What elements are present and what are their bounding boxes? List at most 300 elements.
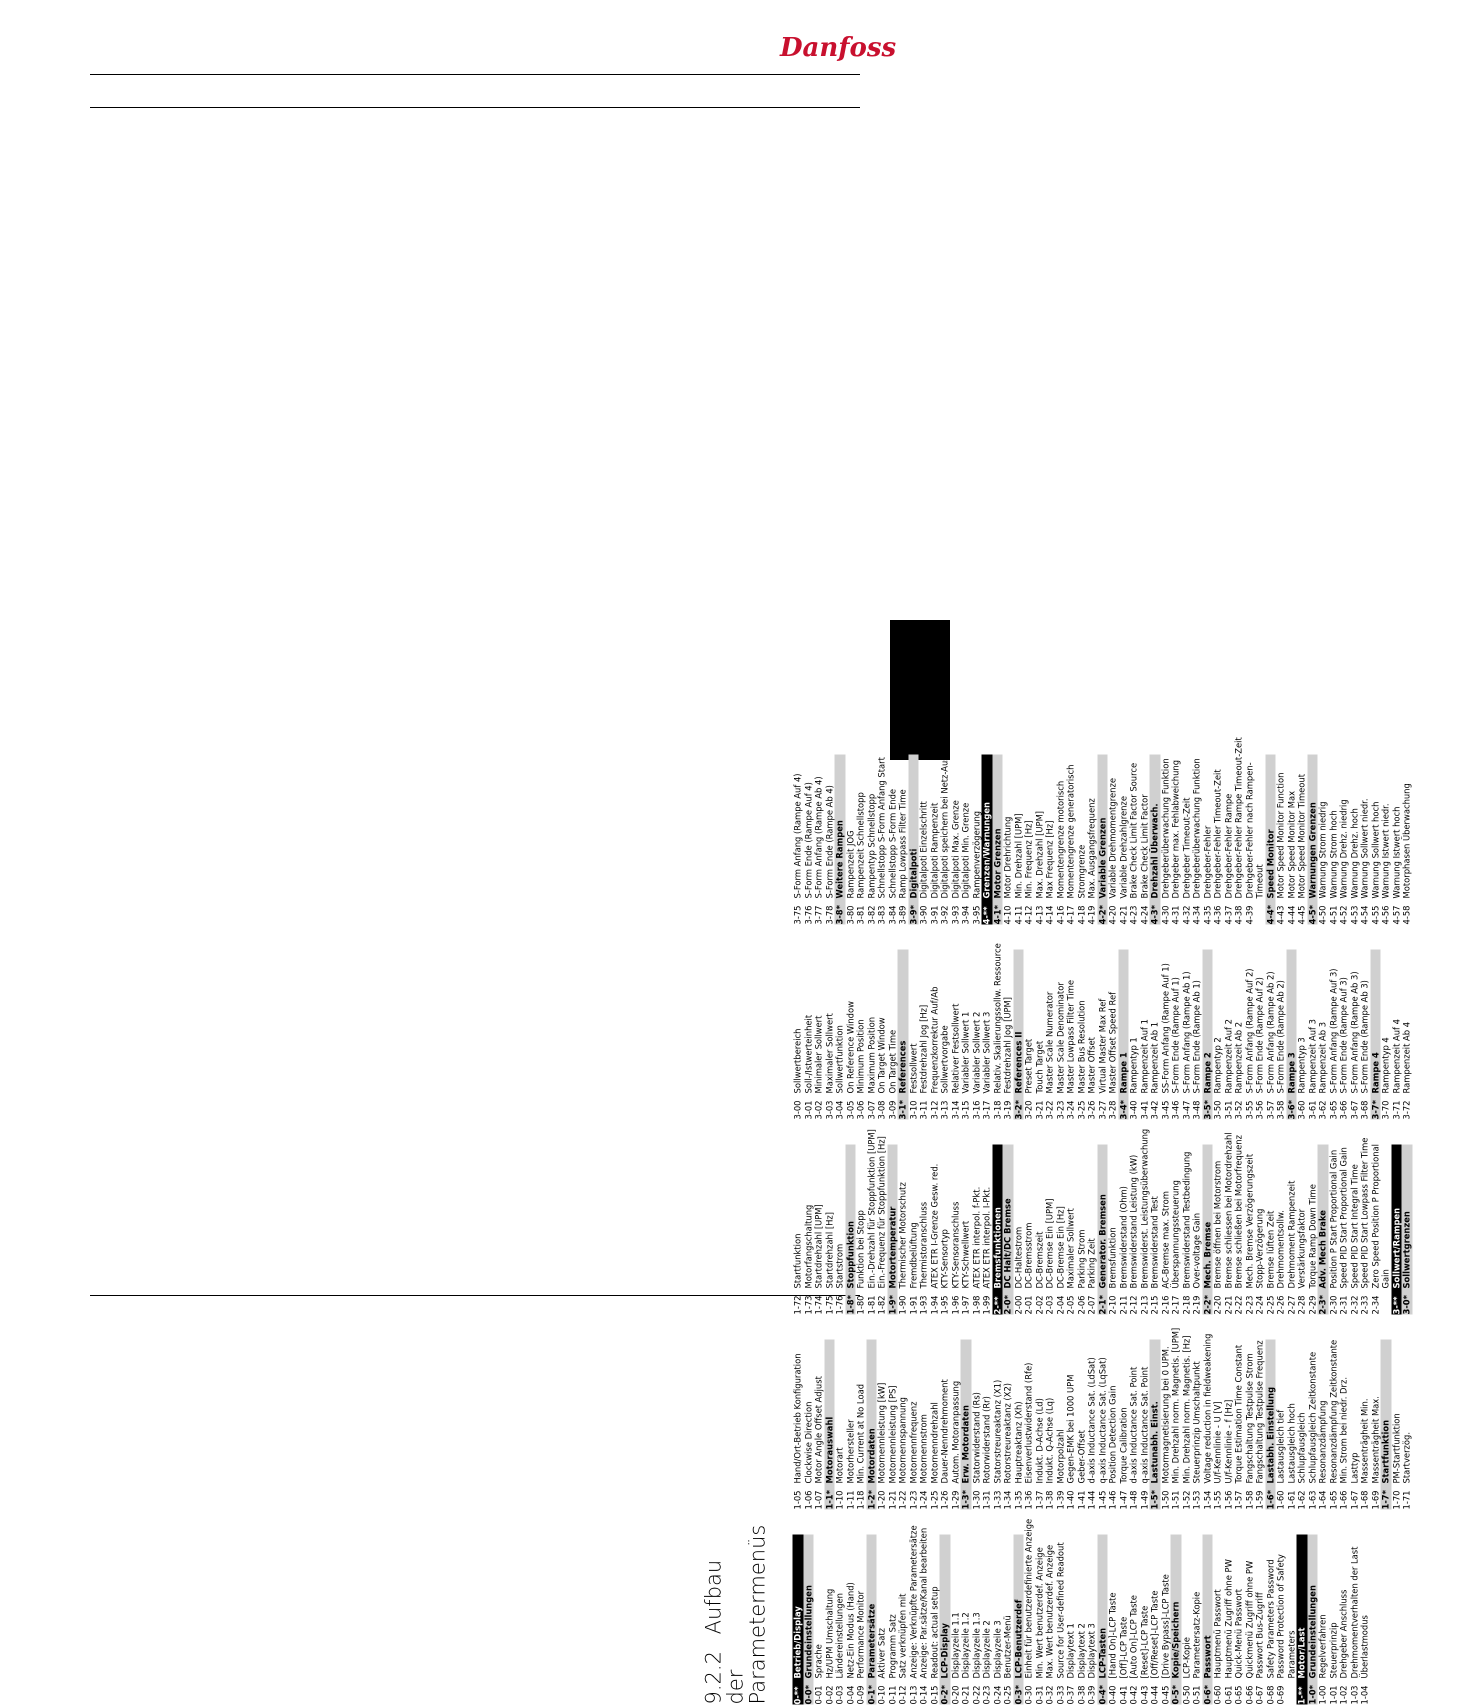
parameter-code: 3-77 — [813, 905, 824, 925]
parameter-code: 1-46 — [1107, 1490, 1118, 1510]
parameter-label: PM-Startfunktion — [1391, 1413, 1401, 1484]
parameter-label: Indukt. Q-Achse (Lq) — [1044, 1397, 1055, 1484]
parameter-label: S-Form Anfang (Rampe Ab 1) — [1181, 971, 1191, 1094]
parameter-code: 1-63 — [1307, 1490, 1317, 1510]
parameter-label: Password Protection of Safety — [1275, 1554, 1286, 1679]
parameter-label: S-Form Ende (Rampe Ab 1) — [1191, 980, 1202, 1094]
parameter-code: 1-05 — [792, 1490, 803, 1510]
parameter-code: 1-35 — [1013, 1490, 1023, 1510]
parameter-label: Position P Start Proportional Gain — [1328, 1149, 1338, 1289]
parameter-code: 0-0* — [803, 1684, 813, 1705]
parameter-row — [1150, 1145, 1161, 1315]
parameter-row — [1202, 1333, 1213, 1510]
parameter-label: Rampenzeit Auf 2 — [1223, 1019, 1233, 1094]
parameter-label: S-Form Anfang (Rampe Ab 4) — [813, 776, 824, 899]
parameter-code: 3-84 — [887, 905, 897, 925]
parameter-code: 1-65 — [1328, 1490, 1338, 1510]
parameter-row — [887, 755, 898, 925]
parameter-group-row — [1013, 950, 1024, 1120]
parameter-row — [919, 1145, 930, 1315]
parameter-row — [835, 1340, 846, 1510]
parameter-code: 4-19 — [1086, 905, 1097, 925]
parameter-row — [803, 950, 814, 1120]
parameter-code: 1-07 — [813, 1490, 824, 1510]
parameter-row — [803, 1145, 814, 1315]
parameter-row — [1045, 1535, 1056, 1705]
parameter-group-row — [1097, 1535, 1108, 1705]
parameter-label: References — [897, 1040, 908, 1094]
parameter-code: 3-28 — [1107, 1100, 1118, 1120]
parameter-row — [1181, 755, 1192, 925]
parameter-row — [1024, 1145, 1035, 1315]
parameter-label: Autom. Motoranpassung — [950, 1380, 960, 1484]
parameter-row — [1233, 1135, 1245, 1315]
parameter-label: Rampe 4 — [1370, 1052, 1380, 1094]
parameter-label: Warnung Strom hoch — [1328, 810, 1338, 899]
parameter-label: Torque Ramp Down Time — [1307, 1184, 1317, 1289]
parameter-label: Aktiver Satz — [876, 1627, 887, 1679]
parameter-code: 2-20 — [1212, 1295, 1223, 1315]
parameter-code: 2-01 — [1023, 1295, 1034, 1315]
parameter-label: Max. Drehzahl [UPM] — [1034, 810, 1044, 899]
parameter-label: Digitalpoti Min. Grenze — [960, 802, 971, 899]
parameter-code: 1-74 — [813, 1295, 824, 1315]
parameter-label: Min. Drehzahl norm. Magnetis. [Hz] — [1181, 1335, 1191, 1484]
parameter-row — [950, 1340, 961, 1510]
parameter-label: Minimaler Sollwert — [813, 1015, 824, 1094]
parameter-code: 0-41 — [1118, 1685, 1128, 1705]
parameter-label: Motor Speed Monitor Function — [1275, 772, 1286, 899]
parameter-label: Rampentyp 2 — [1212, 1037, 1223, 1094]
parameter-row — [1381, 755, 1392, 925]
parameter-label: [Reset]-LCP Taste — [1139, 1605, 1149, 1679]
parameter-code: 1-36 — [1023, 1490, 1034, 1510]
parameter-row — [961, 950, 972, 1120]
parameter-row — [1108, 1340, 1119, 1510]
parameter-row — [1034, 755, 1045, 925]
parameter-label: Drehgeber-Fehler Rampe Timeout-Zeit — [1233, 737, 1244, 899]
parameter-code: 3-80 — [845, 905, 855, 925]
parameter-code: 3-89 — [897, 905, 908, 925]
parameter-row — [1076, 755, 1087, 925]
parameter-row — [1045, 1340, 1056, 1510]
parameter-code: 1-31 — [981, 1490, 992, 1510]
parameter-label: SS-Form Anfang (Rampe Auf 1) — [1160, 963, 1170, 1094]
parameter-group-row — [1150, 1340, 1161, 1510]
parameter-code: 0-03 — [834, 1685, 845, 1705]
parameter-row — [908, 950, 919, 1120]
parameter-code: 1-41 — [1076, 1490, 1086, 1510]
parameter-label: Bremse lüften Zeit — [1265, 1210, 1275, 1289]
parameter-code: 0-3* — [1013, 1684, 1023, 1705]
parameter-code: 2-11 — [1118, 1295, 1128, 1315]
parameter-label: DC Halt/DC Bremse — [1002, 1198, 1013, 1289]
parameter-label: Satz verknüpfen mit — [897, 1593, 908, 1679]
parameter-row — [1045, 755, 1056, 925]
parameter-code: 0-38 — [1076, 1685, 1086, 1705]
parameter-menu-table — [703, 510, 1461, 1705]
parameter-row — [1370, 1340, 1381, 1510]
parameter-row — [1171, 755, 1182, 925]
parameter-row — [1328, 1145, 1339, 1315]
parameter-row — [1265, 1535, 1276, 1705]
parameter-code: 3-61 — [1307, 1100, 1317, 1120]
parameter-row — [1328, 1535, 1339, 1705]
parameter-code: 3-01 — [803, 1100, 813, 1120]
parameter-label: Drehgeber max. Fehlabweichung — [1170, 759, 1181, 899]
parameter-label: Motor Angle Offset Adjust — [813, 1376, 824, 1484]
parameter-label: Digitalpoti Rampenzeit — [929, 802, 939, 899]
parameter-code: 2-33 — [1359, 1295, 1370, 1315]
parameter-code: 1-6* — [1265, 1489, 1275, 1510]
parameter-code: 3-51 — [1223, 1100, 1233, 1120]
parameter-row — [950, 950, 961, 1120]
parameter-row — [793, 755, 804, 925]
parameter-code: 3-76 — [803, 905, 813, 925]
parameter-label: Adv. Mech Brake — [1317, 1210, 1328, 1289]
parameter-row — [1013, 1145, 1024, 1315]
parameter-label: S-Form Ende (Rampe Auf 4) — [803, 782, 813, 899]
parameter-label: Max Frequenz [Hz] — [1044, 820, 1055, 899]
parameter-label: Min. Frequenz [Hz] — [1023, 820, 1034, 899]
parameter-label: Hz/UPM Umschaltung — [824, 1588, 834, 1679]
parameter-label: [Auto On]-LCP Taste — [1128, 1595, 1139, 1679]
parameter-code: 3-71 — [1391, 1100, 1401, 1120]
parameter-code: 1-22 — [897, 1490, 908, 1510]
parameter-code: 1-10 — [834, 1490, 845, 1510]
parameter-label: Resonanzdämpfung — [1317, 1400, 1328, 1484]
parameter-row — [1349, 755, 1360, 925]
parameter-code: 1-61 — [1286, 1490, 1296, 1510]
parameter-code: 0-51 — [1191, 1685, 1202, 1705]
parameter-code: 0-22 — [971, 1685, 981, 1705]
parameter-row — [992, 1340, 1003, 1510]
parameter-code: 1-1* — [824, 1489, 834, 1510]
parameter-code: 4-45 — [1296, 905, 1307, 925]
parameter-code: 1-34 — [1002, 1490, 1013, 1510]
parameter-label: Programm Satz — [887, 1614, 897, 1679]
parameter-code: 3-46 — [1170, 1100, 1181, 1120]
parameter-code: 1-20 — [876, 1490, 887, 1510]
parameter-label: Torque Calibration — [1118, 1407, 1128, 1484]
parameter-group-row — [1202, 1535, 1213, 1705]
parameter-code: 4-57 — [1391, 905, 1401, 925]
parameter-code: 1-60 — [1275, 1490, 1286, 1510]
parameter-label: Massenträgheit Min. — [1359, 1398, 1370, 1484]
parameter-row — [1139, 950, 1150, 1120]
parameter-row — [898, 1340, 909, 1510]
parameter-label: S-Form Ende (Rampe Ab 3) — [1359, 980, 1370, 1094]
parameter-row — [950, 1535, 961, 1705]
parameter-row — [1024, 950, 1035, 1120]
parameter-label: Motornennstrom — [918, 1414, 929, 1484]
parameter-row — [1286, 755, 1297, 925]
menu-group-row — [1391, 1145, 1402, 1315]
parameter-code: 1-** — [1296, 1686, 1307, 1705]
parameter-label: Preset Target — [1023, 1038, 1034, 1094]
parameter-row — [1181, 1335, 1192, 1510]
parameter-row — [1370, 755, 1381, 925]
parameter-code: 3-48 — [1191, 1100, 1202, 1120]
parameter-group-row — [1402, 1145, 1413, 1315]
parameter-label: Stoppfunktion — [845, 1220, 855, 1289]
parameter-label: Sollwertfunktion — [834, 1025, 845, 1094]
parameter-label: Drehgeber-Fehler — [1202, 825, 1212, 899]
parameter-label: AC-Bremse max. Strom — [1160, 1191, 1170, 1289]
parameter-label: Displayzeile 1.3 — [971, 1612, 981, 1679]
parameter-row — [1339, 755, 1350, 925]
parameter-code: 3-19 — [1002, 1100, 1013, 1120]
parameter-label: Sollwertvorgabe — [939, 1025, 950, 1094]
parameter-row — [929, 1340, 940, 1510]
parameter-row — [1118, 1145, 1129, 1315]
parameter-label: Speed PID Start Lowpass Filter Time — [1359, 1137, 1370, 1289]
parameter-code: 1-37 — [1034, 1490, 1044, 1510]
parameter-code: 3-66 — [1338, 1100, 1349, 1120]
parameter-row — [1402, 950, 1413, 1120]
parameter-row — [1192, 1535, 1203, 1705]
parameter-code: 1-91 — [908, 1295, 918, 1315]
parameter-label: Bremse öffnen bei Motorstrom — [1212, 1160, 1223, 1289]
parameter-code: 4-12 — [1023, 905, 1034, 925]
parameter-label: Digitalpoti — [908, 848, 918, 899]
parameter-row — [1360, 950, 1371, 1120]
parameter-code: 4-44 — [1286, 905, 1296, 925]
parameter-label: Quickmenü Zugriff ohne PW — [1244, 1560, 1254, 1679]
parameter-code: 1-3* — [960, 1489, 971, 1510]
parameter-code: 0-30 — [1023, 1685, 1034, 1705]
parameter-label: Over-voltage Gain — [1191, 1212, 1202, 1289]
parameter-code: 1-29 — [950, 1490, 960, 1510]
parameter-code: 0-67 — [1254, 1685, 1265, 1705]
parameter-code: 0-66 — [1244, 1685, 1254, 1705]
parameter-label: DC-Bremsstrom — [1023, 1222, 1034, 1289]
parameter-label: ATEX ETR interpol. I-Pkt. — [981, 1186, 992, 1289]
parameter-label: On Reference Window — [845, 1001, 855, 1094]
parameter-row — [845, 1340, 856, 1510]
parameter-label: Kopie/Speichern — [1170, 1601, 1181, 1679]
parameter-group-row — [1318, 1145, 1329, 1315]
parameter-row — [1276, 1145, 1287, 1315]
parameter-label: ATEX ETR interpol. f-Pkt. — [971, 1186, 981, 1289]
parameter-code: 3-58 — [1275, 1100, 1286, 1120]
parameter-label: Digitalpoti Max. Grenze — [950, 800, 960, 899]
parameter-column-3 — [792, 1128, 1413, 1315]
parameter-row — [835, 950, 846, 1120]
parameter-label: Parking Strom — [1076, 1229, 1086, 1289]
parameter-code: 1-56 — [1223, 1490, 1233, 1510]
parameter-row — [1276, 1340, 1287, 1510]
parameter-code: 4-31 — [1170, 905, 1181, 925]
parameter-row — [1339, 1340, 1350, 1510]
parameter-label: Brake Check Limit Factor — [1139, 794, 1149, 899]
parameter-row — [1223, 755, 1234, 925]
parameter-group-row — [1097, 1145, 1108, 1315]
parameter-label: Rampentyp 3 — [1296, 1037, 1307, 1094]
parameter-row — [1234, 1535, 1245, 1705]
parameter-label: Netz-Ein Modus (Hand) — [845, 1582, 855, 1679]
parameter-code: 1-45 — [1097, 1490, 1107, 1510]
parameter-label: On Target Time — [887, 1029, 897, 1094]
parameter-row — [1391, 1340, 1402, 1510]
parameter-label: Startdrehzahl [UPM] — [813, 1204, 824, 1289]
parameter-code: 4-4* — [1265, 904, 1275, 925]
parameter-row — [814, 755, 825, 925]
parameter-row — [866, 1129, 877, 1315]
parameter-label: LCP-Kopie — [1181, 1637, 1191, 1679]
parameter-label: Rampe 1 — [1118, 1052, 1128, 1094]
parameter-code: 0-65 — [1233, 1685, 1244, 1705]
parameter-row — [1013, 1340, 1024, 1510]
parameter-code: 0-25 — [1002, 1685, 1013, 1705]
parameter-code: 1-5* — [1149, 1489, 1160, 1510]
parameter-code: 2-22 — [1233, 1295, 1244, 1315]
parameter-label: Drehzahl Überwach. — [1149, 803, 1160, 899]
parameter-label: Thermistoranschluss — [918, 1201, 929, 1289]
parameter-row — [940, 755, 951, 925]
parameter-code: 3-6* — [1286, 1099, 1296, 1120]
parameter-label: Benutzer-Menü — [1002, 1615, 1013, 1679]
parameter-label: Lasttyp — [1349, 1452, 1359, 1484]
parameter-code: 1-52 — [1181, 1490, 1191, 1510]
parameter-row — [814, 1340, 825, 1510]
parameter-row — [1129, 1340, 1140, 1510]
parameter-label: Drehgeber-Fehler Rampe — [1223, 793, 1233, 899]
parameter-code: 1-98 — [971, 1295, 981, 1315]
parameter-code: 3-93 — [950, 905, 960, 925]
parameter-label: Grundeinstellungen — [1307, 1585, 1317, 1679]
parameter-row — [803, 755, 814, 925]
header-rule — [90, 74, 860, 75]
parameter-label: Variabler Sollwert 2 — [971, 1011, 981, 1094]
parameter-label: Master Lowpass Filter Time — [1065, 980, 1076, 1094]
parameter-code: 1-80 — [855, 1295, 866, 1315]
parameter-label: Schnellstopp S-Form Anfang Start — [876, 757, 887, 899]
parameter-code: 4-10 — [1002, 905, 1013, 925]
parameter-label: Displayzeile 3 — [992, 1620, 1002, 1679]
parameter-code: 0-2* — [939, 1684, 950, 1705]
parameter-code: 3-11 — [918, 1100, 929, 1120]
parameter-code: 1-96 — [950, 1295, 960, 1315]
parameter-label: Max. Ausgangsfrequenz — [1086, 798, 1097, 899]
header-rule-lower — [90, 107, 860, 108]
parameter-row — [1108, 755, 1119, 925]
parameter-row — [814, 950, 825, 1120]
parameter-code: 4-13 — [1034, 905, 1044, 925]
parameter-label: Parking Zeit — [1086, 1238, 1097, 1289]
parameter-label: References II — [1013, 1031, 1023, 1094]
parameter-label: Min. Strom bei niedr. Drz. — [1338, 1377, 1349, 1484]
parameter-code: 4-35 — [1202, 905, 1212, 925]
parameter-label: Variabler Sollwert 1 — [960, 1011, 971, 1094]
parameter-code: 2-13 — [1139, 1295, 1149, 1315]
parameter-row — [1223, 1340, 1234, 1510]
parameter-row — [1076, 1145, 1087, 1315]
parameter-label: Voltage reduction in fieldweakening — [1202, 1333, 1212, 1484]
parameter-code: 1-04 — [1359, 1685, 1370, 1705]
parameter-row — [929, 755, 940, 925]
parameter-label: Indukt. D-Achse (Ld) — [1034, 1398, 1044, 1484]
parameter-row — [1066, 950, 1077, 1120]
parameter-code: 2-18 — [1181, 1295, 1191, 1315]
parameter-code: 2-21 — [1223, 1295, 1233, 1315]
parameter-code: 3-7* — [1370, 1099, 1380, 1120]
parameter-code: 4-39 — [1244, 905, 1254, 925]
parameter-code: 4-50 — [1317, 905, 1328, 925]
parameter-label: Readout: actual setup — [929, 1586, 939, 1679]
parameter-row — [824, 950, 835, 1120]
parameter-label: Motortemperatur — [887, 1206, 897, 1289]
parameter-label: Motor Drehrichtung — [1002, 816, 1013, 899]
parameter-code: 3-04 — [834, 1100, 845, 1120]
parameter-label: Min. Wert benutzerdef. Anzeige — [1034, 1547, 1044, 1679]
parameter-label: Mech. Bremse — [1202, 1221, 1212, 1289]
parameter-label: Drehmomentverhalten der Last — [1349, 1546, 1359, 1679]
parameter-label: LCP-Display — [939, 1623, 950, 1679]
parameter-code: 1-68 — [1359, 1490, 1370, 1510]
parameter-row — [866, 950, 877, 1120]
parameter-group-row — [1097, 755, 1108, 925]
parameter-label: Passwort — [1202, 1635, 1212, 1679]
parameter-label: Torque Estimation Time Constant — [1233, 1344, 1244, 1484]
parameter-label: Warnungen Grenzen — [1307, 802, 1317, 899]
parameter-row — [814, 1535, 825, 1705]
parameter-label: Soll-/Istwerteinheit — [803, 1014, 813, 1094]
parameter-code: 1-53 — [1191, 1490, 1202, 1510]
danfoss-logo — [772, 24, 897, 74]
parameter-label: Min. Drehzahl norm. Magnetis. [UPM] — [1170, 1327, 1181, 1484]
parameter-code: 1-47 — [1118, 1490, 1128, 1510]
parameter-code: 4-11 — [1013, 905, 1023, 925]
parameter-label: Warnung Sollwert niedr. — [1359, 798, 1370, 899]
parameter-label: Ramp Lowpass Filter Time — [897, 789, 908, 899]
parameter-row — [1213, 950, 1224, 1120]
parameter-code: 3-5* — [1202, 1099, 1212, 1120]
parameter-row — [1213, 1340, 1224, 1510]
parameter-code: 0-11 — [887, 1685, 897, 1705]
parameter-row — [1129, 755, 1140, 925]
parameter-label: KTY-Schwellwert — [960, 1220, 971, 1289]
parameter-code: 0-69 — [1275, 1685, 1286, 1705]
parameter-code: 2-16 — [1160, 1295, 1170, 1315]
parameter-code: 0-13 — [908, 1685, 918, 1705]
parameter-row — [1139, 1535, 1150, 1705]
parameter-row — [971, 755, 982, 925]
parameter-code: 2-05 — [1065, 1295, 1076, 1315]
parameter-code: 2-** — [992, 1296, 1002, 1315]
parameter-code: 3-81 — [855, 905, 866, 925]
parameter-code: 3-70 — [1380, 1100, 1391, 1120]
parameter-label: Motornenndrehzahl — [929, 1402, 939, 1484]
parameter-group-row — [908, 755, 919, 925]
parameter-code: 1-66 — [1338, 1490, 1349, 1510]
parameter-row — [1402, 755, 1413, 925]
parameter-code: 3-21 — [1034, 1100, 1044, 1120]
parameter-row — [1234, 1340, 1245, 1510]
parameter-code: 2-17 — [1170, 1295, 1181, 1315]
parameter-code: 3-03 — [824, 1100, 834, 1120]
parameter-label: S-Form Ende (Rampe Ab 2) — [1275, 980, 1286, 1094]
parameter-row — [1349, 1535, 1360, 1705]
parameter-row — [908, 1525, 919, 1705]
parameter-code: 2-10 — [1107, 1295, 1118, 1315]
parameter-label: Massenträgheit Max. — [1370, 1396, 1380, 1484]
parameter-row — [1307, 1145, 1318, 1315]
parameter-code: 1-71 — [1401, 1490, 1412, 1510]
parameter-label: Rampenzeit Ab 3 — [1317, 1021, 1328, 1094]
parameter-label: Stromgrenze — [1076, 844, 1086, 899]
parameter-code: 3-** — [1391, 1296, 1401, 1315]
